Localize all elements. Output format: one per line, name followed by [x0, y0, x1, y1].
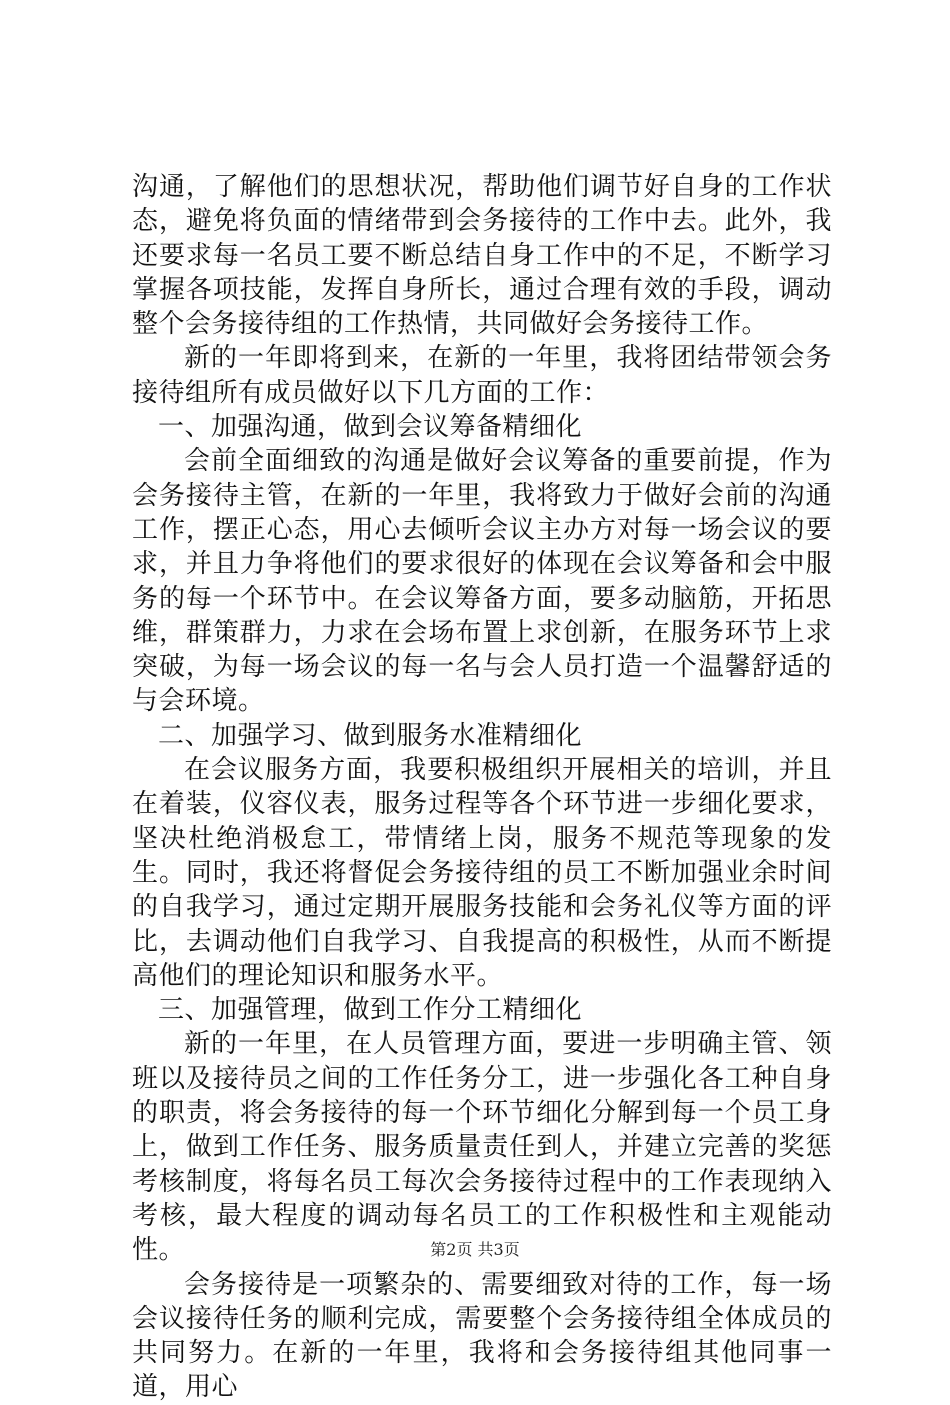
paragraph-section-3: 新的一年里，在人员管理方面，要进一步明确主管、领班以及接待员之间的工作任务分工，进一步强化各工种自身的职责，将会务接待的每一个环节细化分解到每一个员工身上，做到工作任务、服务质量责任到人，并建立完善的奖惩考核制度，将每名员工每次会务接待过程中的工作表现纳入考核，最大程度的调动每名员工的工作积极性和主观能动性。	[132, 1029, 832, 1266]
section-heading-2: 二、加强学习、做到服务水准精细化	[158, 720, 583, 751]
paragraph-closing: 会务接待是一项繁杂的、需要细致对待的工作，每一场会议接待任务的顺利完成，需要整个会务接待组全体成员的共同努力。在新的一年里，我将和会务接待组其他同事一道，用心	[132, 1269, 832, 1403]
paragraph-intro: 新的一年即将到来，在新的一年里，我将团结带领会务接待组所有成员做好以下几方面的工作：	[132, 343, 832, 408]
paragraph-section-2: 在会议服务方面，我要积极组织开展相关的培训，并且在着装，仪容仪表，服务过程等各个环节进一步细化要求，坚决杜绝消极怠工，带情绪上岗，服务不规范等现象的发生。同时，我还将督促会务接待组的员工不断加强业余时间的自我学习，通过定期开展服务技能和会务礼仪等方面的评比，去调动他们自我学习、自我提高的积极性，从而不断提高他们的理论知识和服务水平。	[132, 755, 832, 991]
paragraph-continuation: 沟通，了解他们的思想状况，帮助他们调节好自身的工作状态，避免将负面的情绪带到会务接待的工作中去。此外，我还要求每一名员工要不断总结自身工作中的不足，不断学习掌握各项技能，发挥自身所长，通过合理有效的手段，调动整个会务接待组的工作热情，共同做好会务接待工作。	[132, 172, 832, 340]
paragraph-section-1: 会前全面细致的沟通是做好会议筹备的重要前提，作为会务接待主管，在新的一年里，我将致力于做好会前的沟通工作，摆正心态，用心去倾听会议主办方对每一场会议的要求，并且力争将他们的要求很好的体现在会议筹备和会中服务的每一个环节中。在会议筹备方面，要多动脑筋，开拓思维，群策群力，力求在会场布置上求创新，在服务环节上求突破，为每一场会议的每一名与会人员打造一个温馨舒适的与会环境。	[132, 446, 832, 717]
page-number-footer: 第2页 共3页	[430, 1240, 520, 1259]
document-body	[132, 170, 832, 1405]
section-heading-1: 一、加强沟通，做到会议筹备精细化	[158, 412, 583, 443]
section-heading-3: 三、加强管理，做到工作分工精细化	[158, 995, 583, 1026]
